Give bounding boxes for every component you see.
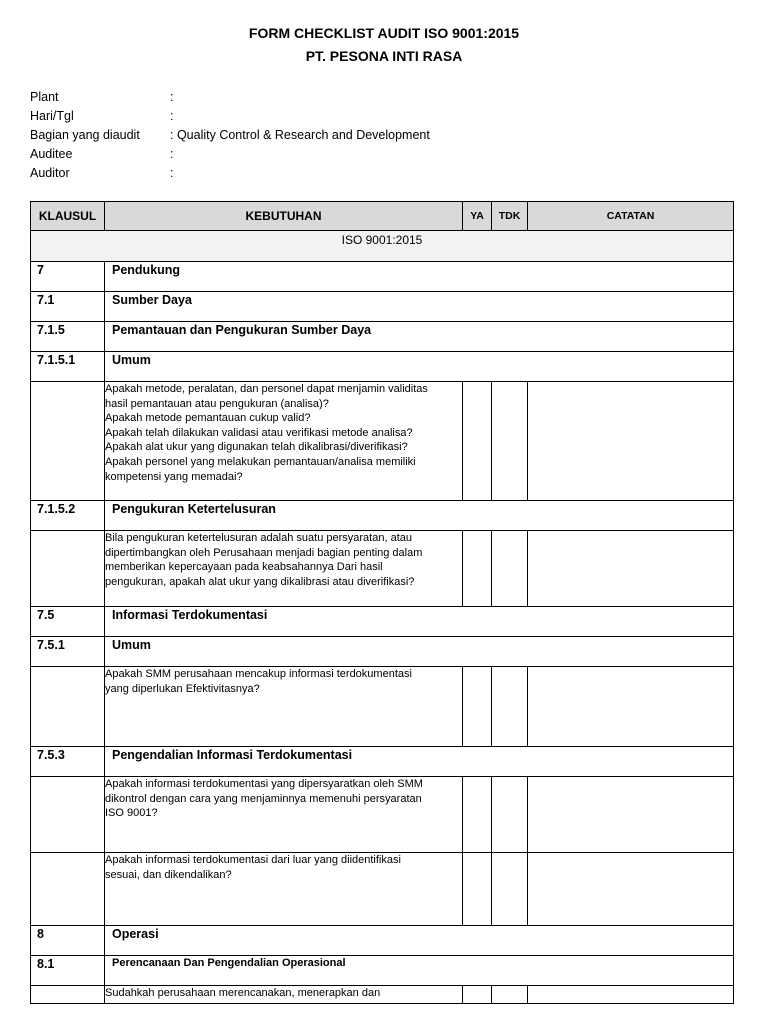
section-row xyxy=(31,322,734,352)
checklist-table xyxy=(30,201,734,1004)
clause-number: 8 xyxy=(31,926,105,956)
question-line: pengukuran, apakah alat ukur yang dikalibrasi atau diverifikasi? xyxy=(105,575,415,588)
tdk-checkbox-cell[interactable] xyxy=(492,382,528,501)
clause-number: 7.5.1 xyxy=(31,637,105,667)
section-row xyxy=(31,747,734,777)
question-row xyxy=(31,382,734,501)
clause-number: 7 xyxy=(31,262,105,292)
question-line: ISO 9001? xyxy=(105,807,158,820)
meta-label: Bagian yang diaudit xyxy=(30,128,140,142)
clause-title: Umum xyxy=(105,637,734,667)
question-line: Apakah telah dilakukan validasi atau verifikasi metode analisa? xyxy=(105,426,413,439)
clause-number: 7.1.5.1 xyxy=(31,352,105,382)
clause-title: Pengendalian Informasi Terdokumentasi xyxy=(105,747,734,777)
empty-clause-cell xyxy=(31,986,105,1004)
table-header-row xyxy=(31,202,734,231)
meta-label: Auditor xyxy=(30,166,70,180)
section-row xyxy=(31,637,734,667)
meta-label: Hari/Tgl xyxy=(30,109,74,123)
question-text xyxy=(105,853,463,926)
standard-row xyxy=(31,231,734,262)
question-row xyxy=(31,986,734,1004)
ya-checkbox-cell[interactable] xyxy=(463,667,492,747)
tdk-checkbox-cell[interactable] xyxy=(492,853,528,926)
header-kebutuhan: KEBUTUHAN xyxy=(105,202,463,231)
question-row xyxy=(31,531,734,607)
meta-label: Plant xyxy=(30,90,59,104)
question-line: Apakah SMM perusahaan mencakup informasi terdokumentasi xyxy=(105,668,412,680)
clause-title: Perencanaan Dan Pengendalian Operasional xyxy=(105,956,734,986)
section-row xyxy=(31,292,734,322)
form-title: FORM CHECKLIST AUDIT ISO 9001:2015 xyxy=(248,25,520,41)
question-line: hasil pemantauan atau pengukuran (analisa)? xyxy=(105,397,329,410)
clause-title: Sumber Daya xyxy=(105,292,734,322)
section-row xyxy=(31,607,734,637)
section-row xyxy=(31,352,734,382)
header-klausul: KLAUSUL xyxy=(31,202,105,231)
question-row xyxy=(31,853,734,926)
question-text xyxy=(105,667,463,747)
question-row xyxy=(31,667,734,747)
clause-number: 7.1.5 xyxy=(31,322,105,352)
clause-title: Pengukuran Ketertelusuran xyxy=(105,501,734,531)
question-text xyxy=(105,986,463,1004)
meta-value: : xyxy=(170,90,174,104)
section-row xyxy=(31,956,734,986)
standard-label: ISO 9001:2015 xyxy=(31,231,734,262)
tdk-checkbox-cell[interactable] xyxy=(492,777,528,853)
empty-clause-cell xyxy=(31,531,105,607)
meta-value: : Quality Control & Research and Development xyxy=(170,128,430,142)
question-line: Apakah personel yang melakukan pemantauan/analisa memiliki xyxy=(105,455,416,468)
section-row xyxy=(31,501,734,531)
meta-value: : xyxy=(170,109,174,123)
empty-clause-cell xyxy=(31,667,105,747)
ya-checkbox-cell[interactable] xyxy=(463,986,492,1004)
company-name: PT. PESONA INTI RASA xyxy=(305,48,463,64)
catatan-cell[interactable] xyxy=(528,531,734,607)
question-line: dikontrol dengan cara yang menjaminnya memenuhi persyaratan xyxy=(105,792,422,805)
header-catatan: CATATAN xyxy=(528,202,734,231)
tdk-checkbox-cell[interactable] xyxy=(492,531,528,607)
question-line: memberikan kepercayaan pada keabsahannya Dari hasil xyxy=(105,561,383,574)
clause-number: 7.5 xyxy=(31,607,105,637)
clause-title: Informasi Terdokumentasi xyxy=(105,607,734,637)
clause-number: 7.1.5.2 xyxy=(31,501,105,531)
clause-number: 8.1 xyxy=(31,956,105,986)
catatan-cell[interactable] xyxy=(528,853,734,926)
question-line: Bila pengukuran ketertelusuran adalah suatu persyaratan, atau xyxy=(105,532,412,544)
section-row xyxy=(31,926,734,956)
ya-checkbox-cell[interactable] xyxy=(463,853,492,926)
question-line: Apakah alat ukur yang digunakan telah dikalibrasi/diverifikasi? xyxy=(105,441,408,454)
clause-title: Pendukung xyxy=(105,262,734,292)
catatan-cell[interactable] xyxy=(528,382,734,501)
clause-title: Operasi xyxy=(105,926,734,956)
clause-title: Pemantauan dan Pengukuran Sumber Daya xyxy=(105,322,734,352)
ya-checkbox-cell[interactable] xyxy=(463,382,492,501)
question-line: dipertimbangkan oleh Perusahaan menjadi bagian penting dalam xyxy=(105,546,423,559)
empty-clause-cell xyxy=(31,382,105,501)
meta-value: : xyxy=(170,147,174,161)
empty-clause-cell xyxy=(31,777,105,853)
question-line: Apakah informasi terdokumentasi yang dipersyaratkan oleh SMM xyxy=(105,778,423,790)
meta-label: Auditee xyxy=(30,147,73,161)
question-line: kompetensi yang memadai? xyxy=(105,470,243,483)
question-line: Apakah metode pemantauan cukup valid? xyxy=(105,412,311,425)
question-line: sesuai, dan dikendalikan? xyxy=(105,868,232,881)
question-line: Sudahkah perusahaan merencanakan, menerapkan dan xyxy=(105,987,381,999)
question-line: yang diperlukan Efektivitasnya? xyxy=(105,682,260,695)
question-line: Apakah metode, peralatan, dan personel dapat menjamin validitas xyxy=(105,383,428,395)
header-ya: YA xyxy=(463,202,492,231)
tdk-checkbox-cell[interactable] xyxy=(492,986,528,1004)
question-line: Apakah informasi terdokumentasi dari luar yang diidentifikasi xyxy=(105,854,401,866)
catatan-cell[interactable] xyxy=(528,667,734,747)
header-tdk: TDK xyxy=(492,202,528,231)
catatan-cell[interactable] xyxy=(528,986,734,1004)
question-text xyxy=(105,382,463,501)
meta-value: : xyxy=(170,166,174,180)
ya-checkbox-cell[interactable] xyxy=(463,531,492,607)
clause-number: 7.5.3 xyxy=(31,747,105,777)
question-text xyxy=(105,531,463,607)
clause-number: 7.1 xyxy=(31,292,105,322)
empty-clause-cell xyxy=(31,853,105,926)
question-row xyxy=(31,777,734,853)
question-text xyxy=(105,777,463,853)
ya-checkbox-cell[interactable] xyxy=(463,777,492,853)
section-row xyxy=(31,262,734,292)
clause-title: Umum xyxy=(105,352,734,382)
tdk-checkbox-cell[interactable] xyxy=(492,667,528,747)
catatan-cell[interactable] xyxy=(528,777,734,853)
